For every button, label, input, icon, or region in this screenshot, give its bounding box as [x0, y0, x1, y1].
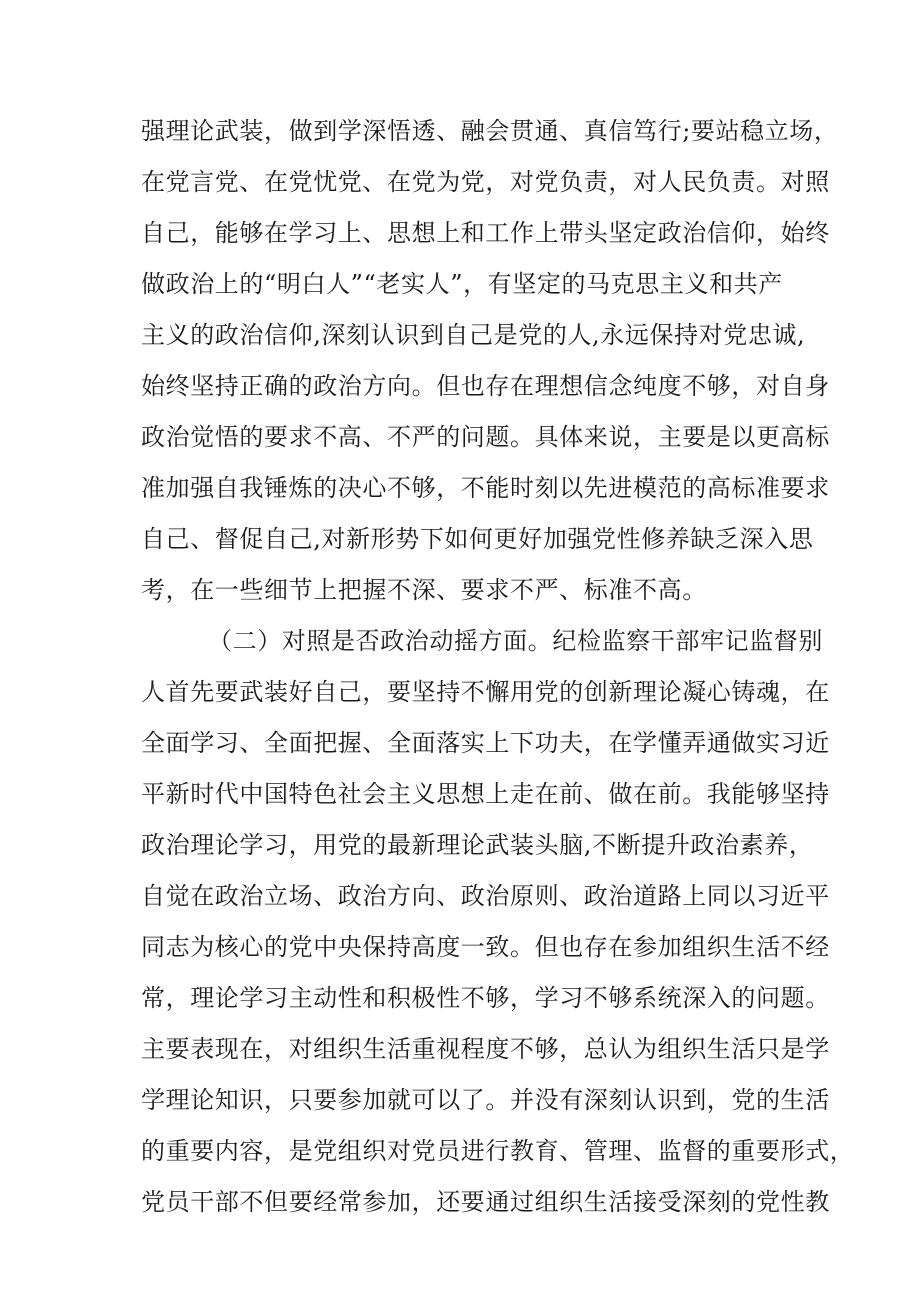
- text-line: 政治理论学习，用党的最新理论武装头脑,不断提升政治素养，: [141, 831, 814, 859]
- text-line: 党员干部不但要经常参加，还要通过组织生活接受深刻的党性教: [141, 1188, 830, 1216]
- text-line: 做政治上的“明白人”“老实人”，有坚定的马克思主义和共产: [141, 270, 783, 298]
- text-line: 学理论知识，只要参加就可以了。并没有深刻认识到，党的生活: [141, 1086, 830, 1114]
- text-line: 始终坚持正确的政治方向。但也存在理想信念纯度不够，对自身: [141, 372, 830, 400]
- text-line: （二）对照是否政治动摇方面。纪检监察干部牢记监督别: [208, 627, 823, 655]
- text-line: 准加强自我锤炼的决心不够，不能时刻以先进模范的高标准要求: [141, 474, 830, 502]
- text-line: 自己，能够在学习上、思想上和工作上带头坚定政治信仰，始终: [141, 219, 830, 247]
- text-line: 考，在一些细节上把握不深、要求不严、标准不高。: [141, 576, 707, 604]
- text-line: 常，理论学习主动性和积极性不够，学习不够系统深入的问题。: [141, 984, 830, 1012]
- text-line: 强理论武装，做到学深悟透、融会贯通、真信笃行;要站稳立场，: [141, 117, 839, 145]
- text-line: 全面学习、全面把握、全面落实上下功夫，在学懂弄通做实习近: [141, 729, 830, 757]
- text-line: 主义的政治信仰,深刻认识到自己是党的人,永远保持对党忠诚,: [141, 321, 806, 349]
- text-line: 自觉在政治立场、政治方向、政治原则、政治道路上同以习近平: [141, 882, 830, 910]
- text-line: 平新时代中国特色社会主义思想上走在前、做在前。我能够坚持: [141, 780, 830, 808]
- text-line: 的重要内容，是党组织对党员进行教育、管理、监督的重要形式，: [141, 1137, 855, 1165]
- text-line: 自己、督促自己,对新形势下如何更好加强党性修养缺乏深入思: [141, 525, 814, 553]
- text-line: 人首先要武装好自己，要坚持不懈用党的创新理论凝心铸魂，在: [141, 678, 830, 706]
- text-line: 在党言党、在党忧党、在党为党，对党负责，对人民负责。对照: [141, 168, 830, 196]
- text-line: 主要表现在，对组织生活重视程度不够，总认为组织生活只是学: [141, 1035, 830, 1063]
- text-line: 政治觉悟的要求不高、不严的问题。具体来说，主要是以更高标: [141, 423, 830, 451]
- text-line: 同志为核心的党中央保持高度一致。但也存在参加组织生活不经: [141, 933, 830, 961]
